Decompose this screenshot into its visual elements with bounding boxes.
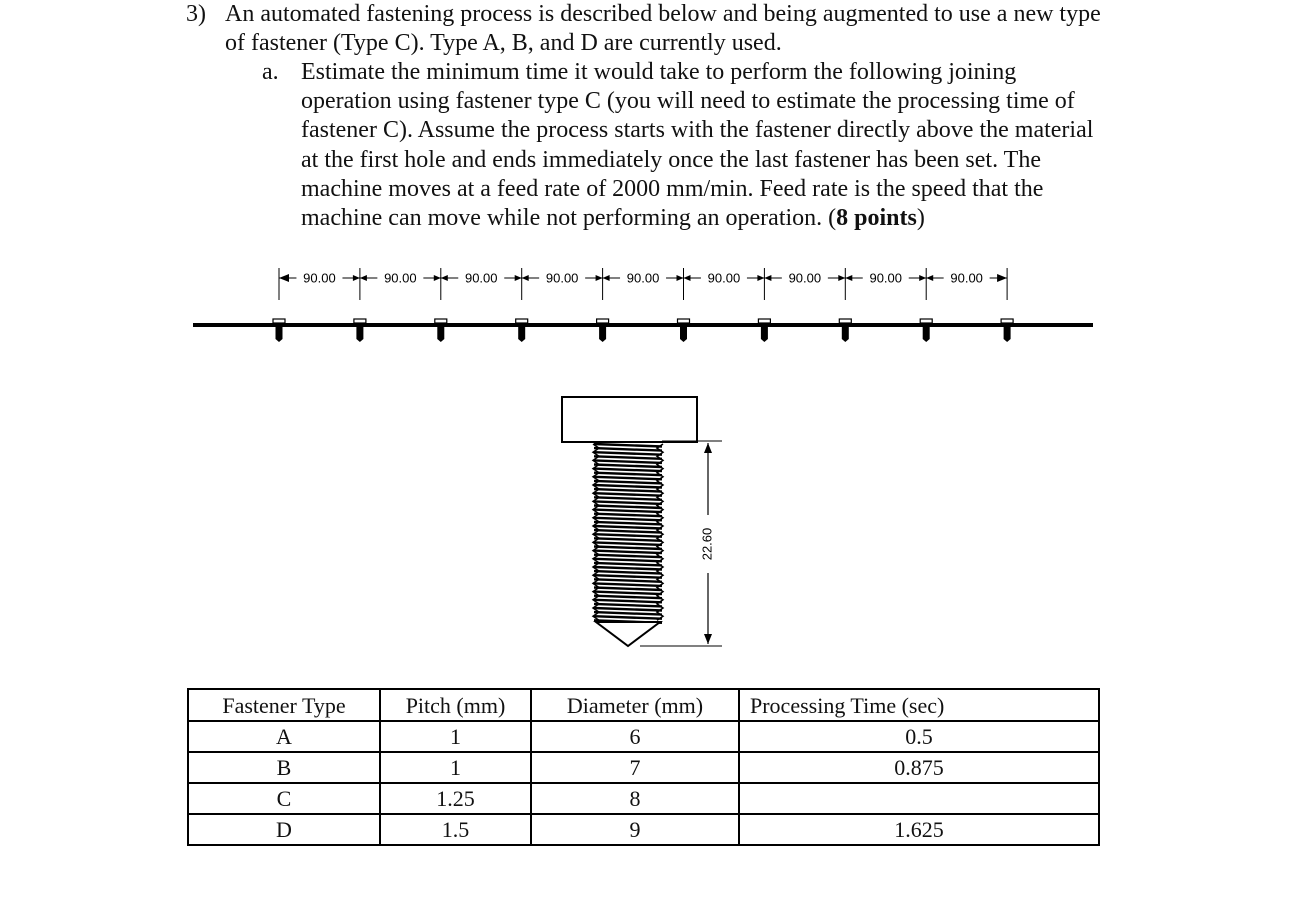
- fastener-head: [562, 397, 697, 442]
- fastener-head: [839, 319, 851, 323]
- fastener-shank: [923, 327, 930, 342]
- table-row: [188, 814, 1099, 845]
- fastener: [1001, 319, 1013, 342]
- fastener-table: [187, 688, 1100, 846]
- fastener-head: [597, 319, 609, 323]
- dimension-chain: [279, 268, 1007, 300]
- question-number: 3): [186, 1, 206, 27]
- fastener: [435, 319, 447, 342]
- column-header: Diameter (mm): [531, 689, 739, 721]
- spacing-label: 90.00: [626, 270, 660, 286]
- fastener-head: [920, 319, 932, 323]
- fastener-head: [354, 319, 366, 323]
- fastener-shank: [437, 327, 444, 342]
- fastener: [758, 319, 770, 342]
- table-cell: 1: [380, 721, 531, 752]
- table-cell: 1.625: [739, 814, 1099, 845]
- table-cell: 8: [531, 783, 739, 814]
- table-cell: 0.5: [739, 721, 1099, 752]
- fastener-shank: [356, 327, 363, 342]
- length-label: 22.60: [699, 527, 715, 561]
- column-header: Fastener Type: [188, 689, 380, 721]
- table-cell: 1.5: [380, 814, 531, 845]
- fastener: [920, 319, 932, 342]
- fastener-tip: [596, 622, 660, 646]
- table-cell: 9: [531, 814, 739, 845]
- table-row: [188, 752, 1099, 783]
- table-header-row: [188, 689, 1099, 721]
- table-cell: 1.25: [380, 783, 531, 814]
- fastener: [273, 319, 285, 342]
- spacing-label: 90.00: [545, 270, 579, 286]
- table-cell: 6: [531, 721, 739, 752]
- spacing-label: 90.00: [788, 270, 822, 286]
- spacing-label: 90.00: [869, 270, 903, 286]
- spacing-label: 90.00: [707, 270, 741, 286]
- fastener-head: [678, 319, 690, 323]
- table-cell: 7: [531, 752, 739, 783]
- fastener: [678, 319, 690, 342]
- fastener-table-body: [188, 689, 1099, 845]
- spacing-label: 90.00: [950, 270, 983, 286]
- fastener-head: [273, 319, 285, 323]
- fastener-head: [516, 319, 528, 323]
- table-cell: 0.875: [739, 752, 1099, 783]
- points-label: 8 points: [836, 205, 917, 232]
- fastener-shank: [1004, 327, 1011, 342]
- column-header: Pitch (mm): [380, 689, 531, 721]
- table-cell: [739, 783, 1099, 814]
- column-header: Processing Time (sec): [739, 689, 1099, 721]
- part-label: a.: [262, 59, 279, 85]
- table-cell: A: [188, 721, 380, 752]
- fastener-shank: [599, 327, 606, 342]
- fastener: [597, 319, 609, 342]
- table-cell: B: [188, 752, 380, 783]
- table-row: [188, 721, 1099, 752]
- fastener-detail: [562, 397, 722, 646]
- spacing-label: 90.00: [303, 270, 336, 286]
- question-intro: An automated fastening process is described below and being augmented to use a new type of fastener (Type C). Type A, B, and D are currently used.: [225, 1, 1101, 56]
- fastener-shank: [842, 327, 849, 342]
- fastener-head: [1001, 319, 1013, 323]
- fastener-head: [435, 319, 447, 323]
- table-row: [188, 783, 1099, 814]
- table-cell: C: [188, 783, 380, 814]
- fastener-shank: [680, 327, 687, 342]
- spacing-label: 90.00: [464, 270, 498, 286]
- table-cell: D: [188, 814, 380, 845]
- fastener-shank: [276, 327, 283, 342]
- spacing-label: 90.00: [384, 270, 417, 286]
- fastener: [516, 319, 528, 342]
- table-cell: 1: [380, 752, 531, 783]
- part-close: ): [916, 205, 925, 232]
- fastener-head: [758, 319, 770, 323]
- fastener-row: [273, 319, 1013, 342]
- thread-edge-left: [593, 444, 599, 620]
- fastener-threads: [593, 444, 663, 623]
- fastener: [354, 319, 366, 342]
- fastener-shank: [761, 327, 768, 342]
- thread-lines: [594, 444, 662, 623]
- part-body: Estimate the minimum time it would take to perform the following joining operation using fastener type C (you will need to estimate the processing time of fastener C). Assume the process starts with the fastener directly above the material at the first hole and ends immediately once the last fastener has been set. The machine moves at a feed rate of 2000 mm/min. Feed rate is the speed that the machine can move while not performing an operation. (: [301, 59, 1094, 232]
- fastener-shank: [518, 327, 525, 342]
- fastener: [839, 319, 851, 342]
